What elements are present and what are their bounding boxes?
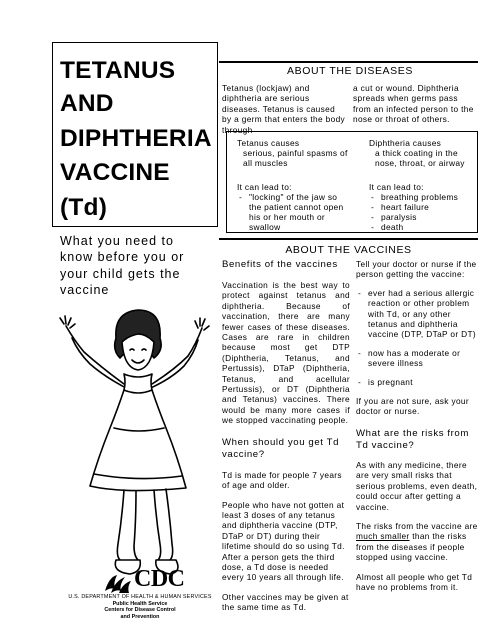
tell-intro: Tell your doctor or nurse if the person getting the vaccine:: [356, 259, 477, 280]
list-item: - "locking" of the jaw so the patient cannot open his or her mouth or swallow: [237, 192, 349, 232]
list-item: - paralysis: [369, 212, 473, 222]
agency-line: Centers for Disease Control: [104, 607, 176, 614]
risks-emphasis: much smaller: [356, 531, 410, 542]
risks-text: The risks from the vaccine are: [356, 520, 478, 531]
agency-line: U.S. DEPARTMENT OF HEALTH & HUMAN SERVICES: [68, 594, 212, 600]
list-item: - breathing problems: [369, 192, 473, 202]
risks-heading: What are the risks from Td vaccine?: [356, 427, 469, 451]
rule-middle: [219, 238, 478, 240]
risks-paragraph: Almost all people who get Td have no problems from it.: [356, 571, 473, 592]
title-line: DIPHTHERIA: [60, 125, 212, 152]
agency-block: [60, 594, 220, 620]
vaccines-column-right: [356, 259, 480, 592]
diseases-intro-right: a cut or wound. Diphtheria spreads when germs pass from an infected person to the nose or throat of others.: [353, 83, 474, 125]
tetanus-lead-title: It can lead to:: [237, 182, 292, 192]
tetanus-causes-title: Tetanus causes: [237, 138, 300, 148]
benefits-heading: Benefits of the vaccines: [222, 259, 338, 270]
risks-text: than the risks from the diseases if people stopped using vaccine.: [356, 531, 467, 563]
diseases-box: [226, 131, 478, 233]
title-box: [52, 42, 218, 227]
agency-line: and Prevention: [120, 613, 160, 620]
list-item: - death: [369, 222, 473, 232]
page-title: [60, 55, 212, 224]
rule-top: [219, 61, 478, 63]
when-paragraph: Td is made for people 7 years of age and older.: [222, 469, 342, 491]
page-subtitle: What you need to know before you or your child gets the vaccine: [60, 234, 185, 298]
not-sure-text: If you are not sure, ask your doctor or nurse.: [356, 396, 469, 417]
diphtheria-causes-text: a thick coating in the nose, throat, or airway: [375, 148, 465, 168]
tetanus-panel: [237, 138, 349, 232]
list-item: - now has a moderate or severe illness: [356, 348, 480, 369]
tetanus-lead-list: [237, 192, 349, 232]
when-heading: When should you get Td vaccine?: [222, 436, 340, 460]
risks-paragraph: [356, 521, 480, 563]
diphtheria-lead-title: It can lead to:: [369, 182, 424, 192]
when-paragraph: Other vaccines may be given at the same time as Td.: [222, 591, 349, 613]
risks-paragraph: As with any medicine, there are very small risks that serious problems, even death, could occur after getting a vaccine.: [356, 459, 478, 512]
child-illustration: [54, 298, 222, 583]
agency-line: Public Health Service: [112, 600, 168, 607]
list-item: - heart failure: [369, 202, 473, 212]
diphtheria-lead-list: [369, 192, 473, 232]
diphtheria-causes-title: Diphtheria causes: [369, 138, 442, 148]
diseases-intro-left: Tetanus (lockjaw) and diphtheria are serious diseases. Tetanus is caused by a germ that enters the body through: [222, 83, 346, 135]
vaccines-column-left: [222, 259, 350, 613]
section-heading-diseases: ABOUT THE DISEASES: [287, 65, 413, 77]
tetanus-causes-text: serious, painful spasms of all muscles: [243, 148, 348, 168]
section-heading-vaccines: ABOUT THE VACCINES: [285, 244, 412, 256]
list-item: - is pregnant: [356, 377, 480, 387]
cdc-logo: CDC: [134, 566, 185, 592]
list-item: - ever had a serious allergic reaction or other problem with Td, or any other tetanus and diphtheria vaccine (DTP, DTaP or DT): [356, 288, 480, 340]
tell-list: [356, 288, 480, 387]
benefits-text: Vaccination is the best way to protect against tetanus and diphtheria. Because of vaccination, there are many fewer cases of these diseases. Cases are rare in children because most get DTP (Diphtheria, Tetanus, and Pertussis), DTaP (Diphtheria, Tetanus, and acellular Pertussis), or DT (Diphtheria and Tetanus) vaccines. There would be many more cases if we stopped vaccinating people.: [222, 280, 350, 426]
title-line: (Td): [60, 194, 108, 221]
title-line: AND: [60, 90, 114, 117]
when-paragraph: People who have not gotten at least 3 doses of any tetanus and diphtheria vaccine (DTP, DTaP or DT) during their lifetime should do so using Td. After a person gets the third dose, a Td dose is needed every 10 years all through life.: [222, 499, 345, 583]
title-line: VACCINE: [60, 159, 170, 186]
diphtheria-panel: [369, 138, 473, 232]
title-line: TETANUS: [60, 57, 176, 84]
hhs-eagle-icon: [101, 567, 133, 595]
